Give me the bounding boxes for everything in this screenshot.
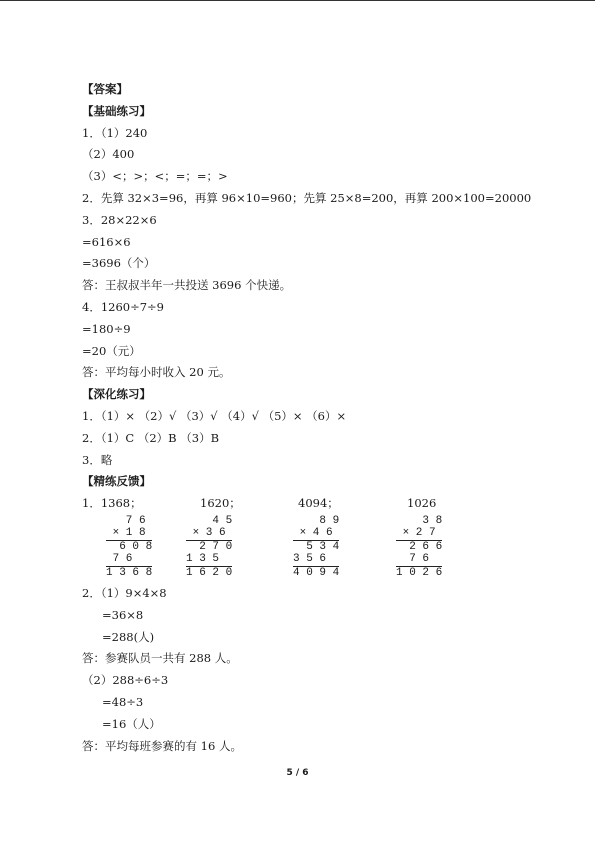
multiplicand: 7 6 — [106, 514, 146, 527]
feedback-q2-line-7: =16（人） — [102, 716, 161, 731]
basic-line-11: =20（元） — [82, 343, 141, 358]
answer-content — [82, 79, 562, 757]
vertical-calc-2 — [186, 515, 232, 580]
partial-product-2: 7 6 — [106, 553, 152, 567]
partial-product-1: 2 7 0 — [186, 540, 233, 553]
vertical-multiplications — [82, 515, 562, 583]
vertical-calc-4 — [396, 515, 442, 580]
partial-product-1: 6 0 8 — [106, 540, 153, 553]
result-2: 1620； — [200, 496, 241, 511]
result-4: 1026 — [407, 496, 437, 511]
partial-product-1: 2 6 6 — [396, 540, 443, 553]
basic-line-6: =616×6 — [82, 234, 131, 249]
feedback-q2-line-3: =288(人) — [102, 629, 155, 644]
basic-line-1: 1．（1）240 — [82, 125, 148, 140]
partial-product-2: 3 5 6 — [293, 553, 339, 567]
feedback-results-row — [82, 493, 562, 515]
basic-line-8: 答：王叔叔半年一共投送 3696 个快递。 — [82, 278, 292, 293]
feedback-q2-line-5: （2）288÷6÷3 — [82, 673, 169, 688]
multiplicand: 4 5 — [186, 514, 233, 527]
feedback-q2-line-2: =36×8 — [102, 607, 144, 622]
product: 1 6 2 0 — [186, 566, 233, 579]
deep-line-1: 1．（1）× （2）√ （3）√ （4）√ （5）× （6）× — [82, 408, 347, 423]
basic-line-2: （2）400 — [82, 147, 135, 162]
partial-product-2: 1 3 5 — [186, 553, 232, 567]
page-number: 5 / 6 — [286, 768, 309, 778]
feedback-q2-line-8: 答：平均每班参赛的有 16 人。 — [82, 738, 242, 753]
product: 4 0 9 4 — [293, 566, 340, 579]
heading-basic-practice: 【基础练习】 — [82, 103, 151, 118]
partial-product-2: 7 6 — [396, 553, 442, 567]
partial-product-1: 5 3 4 — [293, 540, 340, 553]
multiplier: × 4 6 — [293, 527, 339, 541]
heading-answer: 【答案】 — [82, 82, 128, 96]
basic-line-4: 2．先算 32×3=96，再算 96×10=960；先算 25×8=200，再算 200×100=20000 — [82, 190, 532, 205]
basic-line-7: =3696（个） — [82, 256, 156, 271]
deep-line-2: 2．（1）C （2）B （3）B — [82, 430, 220, 445]
multiplier: × 1 8 — [106, 527, 152, 541]
vertical-calc-3 — [293, 515, 339, 580]
heading-deep-practice: 【深化练习】 — [82, 387, 151, 402]
multiplier: × 2 7 — [396, 527, 442, 541]
result-1: 1．1368； — [82, 496, 142, 511]
multiplicand: 8 9 — [293, 514, 340, 527]
basic-line-3: （3）<；>；<；=；=；> — [82, 169, 228, 184]
product: 1 3 6 8 — [106, 566, 153, 579]
top-rule — [0, 0, 595, 1]
vertical-calc-1 — [106, 515, 152, 580]
deep-line-3: 3．略 — [82, 452, 113, 467]
basic-line-5: 3．28×22×6 — [82, 212, 157, 227]
product: 1 0 2 6 — [396, 566, 443, 579]
multiplicand: 3 8 — [396, 514, 443, 527]
heading-feedback: 【精练反馈】 — [82, 474, 151, 489]
basic-line-10: =180÷9 — [82, 321, 131, 336]
feedback-q2-line-6: =48÷3 — [102, 694, 144, 709]
feedback-q2-line-4: 答：参赛队员一共有 288 人。 — [82, 651, 238, 666]
basic-line-12: 答：平均每小时收入 20 元。 — [82, 365, 231, 380]
basic-line-9: 4．1260÷7÷9 — [82, 299, 164, 314]
feedback-q2-line-1: 2．（1）9×4×8 — [82, 585, 167, 600]
result-3: 4094； — [298, 496, 339, 511]
multiplier: × 3 6 — [186, 527, 232, 541]
